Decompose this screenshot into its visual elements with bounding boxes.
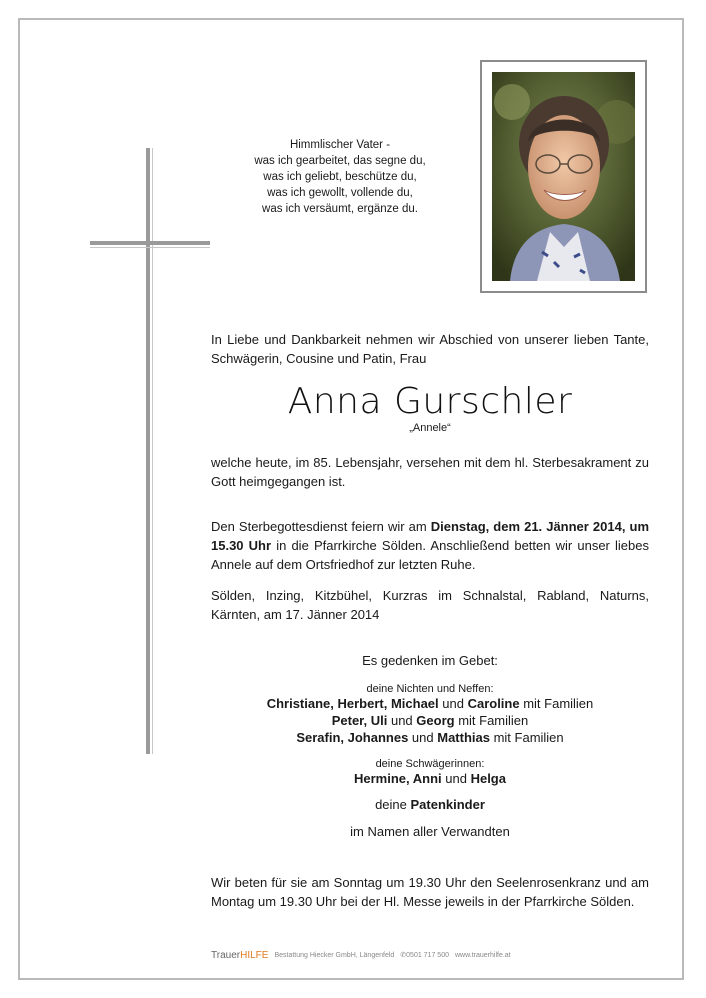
cross-horizontal-shadow	[90, 247, 210, 248]
prefix: deine	[375, 797, 411, 812]
intro-text	[211, 330, 649, 368]
death-text	[211, 453, 649, 491]
mourners-line-3	[211, 730, 649, 745]
portrait-image	[492, 72, 635, 281]
poem-line: was ich versäumt, ergänze du.	[262, 203, 418, 215]
nieces-label: deine Nichten und Neffen:	[366, 683, 494, 695]
portrait-photo	[492, 72, 635, 281]
poem-line: was ich gearbeitet, das segne du,	[254, 155, 426, 167]
cross-vertical-shadow	[152, 148, 153, 754]
names: Georg	[416, 713, 455, 728]
names: Caroline	[467, 696, 520, 711]
godchildren: Patenkinder	[410, 797, 485, 812]
names: Christiane, Herbert, Michael	[266, 696, 439, 711]
brand-part: HILFE	[240, 949, 269, 961]
names: Helga	[470, 771, 506, 786]
conj: und	[441, 771, 471, 786]
godchildren-line	[211, 797, 649, 812]
company-name: Bestattung Hiecker GmbH, Längenfeld	[274, 951, 395, 959]
service-text	[211, 517, 649, 574]
deceased-name: Anna Gurschler	[287, 381, 573, 422]
mourners-heading: Es gedenken im Gebet:	[362, 653, 498, 668]
service-part1: Den Sterbegottesdienst feiern wir am	[211, 519, 431, 534]
conj: und	[438, 696, 468, 711]
prayer-paragraph: Wir beten für sie am Sonntag um 19.30 Uhr den Seelenrosenkranz und am Montag um 19.30 Uhr bei der Hl. Messe jeweils in der Pfarrkirche Sölden.	[211, 875, 649, 909]
names: Matthias	[437, 730, 490, 745]
prayer-text	[211, 873, 649, 911]
mourners-line-2	[211, 713, 649, 728]
death-paragraph: welche heute, im 85. Lebensjahr, versehen mit dem hl. Sterbesakrament zu Gott heimgegangen ist.	[211, 455, 649, 489]
conj: und	[408, 730, 438, 745]
names: Hermine, Anni	[354, 771, 442, 786]
cross-vertical-bar	[146, 148, 150, 754]
names: Serafin, Johannes	[296, 730, 409, 745]
poem-line: was ich gewollt, vollende du,	[267, 187, 413, 199]
relatives-line: im Namen aller Verwandten	[350, 824, 510, 839]
cross-horizontal-bar	[90, 241, 210, 245]
portrait-frame	[480, 60, 647, 293]
poem-line: Himmlischer Vater -	[289, 139, 391, 151]
brand-name	[211, 950, 268, 961]
footer	[205, 947, 511, 963]
places-paragraph: Sölden, Inzing, Kitzbühel, Kurzras im Schnalstal, Rabland, Naturns, Kärnten, am 17. Jänner 2014	[211, 588, 649, 622]
mourners-line-4	[211, 771, 649, 786]
poem	[235, 137, 445, 217]
suffix: mit Familien	[519, 696, 594, 711]
mourners-line-1	[211, 696, 649, 711]
intro-paragraph: In Liebe und Dankbarkeit nehmen wir Abschied von unserer lieben Tante, Schwägerin, Cousine und Patin, Frau	[211, 332, 649, 366]
sisters-label: deine Schwägerinnen:	[375, 758, 485, 770]
service-date: Dienstag, dem 21. Jänner 2014, um 15.30 Uhr	[211, 519, 649, 553]
deceased-nickname: „Annele“	[409, 422, 451, 434]
website: www.trauerhilfe.at	[454, 951, 511, 959]
conj: und	[387, 713, 417, 728]
brand-part: Trauer	[211, 949, 241, 961]
suffix: mit Familien	[489, 730, 564, 745]
phone-number: ✆0501 717 500	[400, 952, 449, 959]
names: Peter, Uli	[331, 713, 388, 728]
suffix: mit Familien	[454, 713, 529, 728]
service-paragraph	[211, 517, 649, 574]
service-part2: in die Pfarrkirche Sölden. Anschließend betten wir unser liebes Annele auf dem Ortsfriedhof zur letzten Ruhe.	[211, 538, 649, 572]
poem-line: was ich geliebt, beschütze du,	[263, 171, 417, 183]
places-text	[211, 586, 649, 624]
